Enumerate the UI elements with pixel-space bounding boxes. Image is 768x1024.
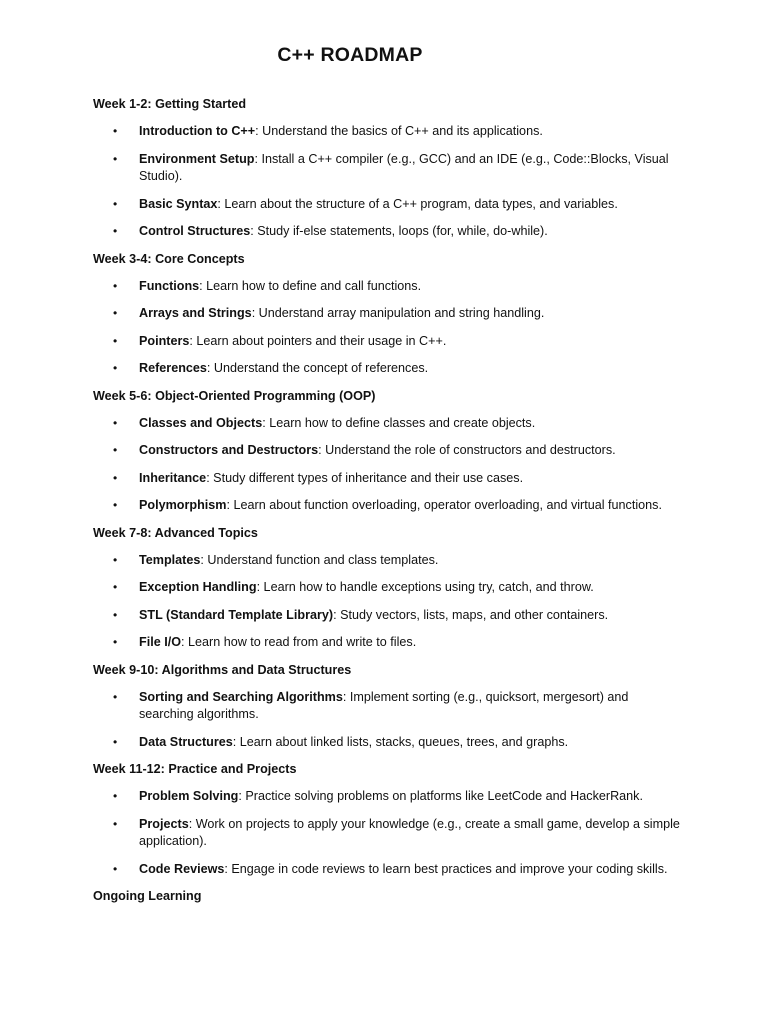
- bullet-icon: •: [113, 443, 118, 457]
- item-term: Functions: [139, 278, 200, 293]
- bullet-icon: •: [113, 124, 118, 138]
- list-item: [93, 415, 683, 433]
- item-term: Sorting and Searching Algorithms: [139, 689, 343, 704]
- item-term: File I/O: [139, 635, 181, 649]
- item-term: Projects: [139, 816, 189, 831]
- list-item: [93, 333, 683, 351]
- bullet-list: [93, 123, 683, 241]
- bullet-list: [93, 552, 683, 652]
- item-text: : Learn how to define classes and create objects.: [262, 415, 536, 430]
- item-term: Introduction to C++: [139, 124, 256, 138]
- bullet-icon: •: [113, 278, 118, 293]
- section-heading: Week 7-8: Advanced Topics: [93, 525, 258, 540]
- section-ongoing-learning: [93, 888, 683, 905]
- list-item: [93, 151, 683, 186]
- item-term: Templates: [139, 552, 201, 567]
- section-week-1-2: [93, 96, 683, 241]
- bullet-icon: •: [113, 415, 118, 430]
- list-item: [93, 689, 683, 724]
- bullet-icon: •: [113, 470, 118, 485]
- section-heading: Week 5-6: Object-Oriented Programming (OOP): [93, 388, 376, 403]
- bullet-icon: •: [113, 361, 118, 375]
- list-item: [93, 223, 683, 241]
- list-item: [93, 579, 683, 597]
- section-heading: Ongoing Learning: [93, 889, 202, 903]
- item-text: : Understand the role of constructors and destructors.: [318, 443, 616, 457]
- item-text: : Practice solving problems on platforms like LeetCode and HackerRank.: [238, 789, 643, 803]
- list-item: [93, 788, 683, 806]
- item-term: Polymorphism: [139, 498, 227, 512]
- item-term: Basic Syntax: [139, 196, 218, 211]
- item-term: Environment Setup: [139, 151, 255, 166]
- bullet-icon: •: [113, 734, 118, 749]
- bullet-icon: •: [113, 580, 118, 594]
- bullet-list: [93, 788, 683, 878]
- list-item: [93, 816, 683, 851]
- item-text: : Learn about pointers and their usage in C++.: [189, 333, 447, 348]
- list-item: [93, 123, 683, 141]
- item-text: : Study different types of inheritance and their use cases.: [206, 470, 524, 485]
- list-item: [93, 360, 683, 378]
- item-term: Arrays and Strings: [139, 306, 252, 320]
- item-text: : Learn how to handle exceptions using try, catch, and throw.: [256, 580, 594, 594]
- item-term: References: [139, 361, 207, 375]
- item-text: : Understand the basics of C++ and its applications.: [255, 124, 543, 138]
- bullet-icon: •: [113, 151, 118, 166]
- bullet-icon: •: [113, 306, 118, 320]
- list-item: [93, 634, 683, 652]
- list-item: [93, 278, 683, 296]
- section-heading: Week 11-12: Practice and Projects: [93, 762, 297, 776]
- item-text: : Study if-else statements, loops (for, while, do-while).: [250, 224, 548, 238]
- item-text: : Install a C++ compiler (e.g., GCC) and an IDE (e.g., Code::Blocks, Visual Studio).: [139, 151, 669, 183]
- bullet-list: [93, 415, 683, 515]
- list-item: [93, 552, 683, 570]
- item-term: Data Structures: [139, 734, 233, 749]
- document-title: C++ ROADMAP: [277, 44, 423, 66]
- bullet-icon: •: [113, 689, 118, 704]
- list-item: [93, 497, 683, 515]
- item-text: : Understand function and class templates.: [200, 552, 439, 567]
- bullet-icon: •: [113, 552, 118, 567]
- list-item: [93, 734, 683, 752]
- document-body: [93, 96, 683, 915]
- item-text: : Engage in code reviews to learn best practices and improve your coding skills.: [224, 861, 668, 876]
- item-text: : Learn about function overloading, operator overloading, and virtual functions.: [226, 498, 662, 512]
- item-text: : Work on projects to apply your knowledge (e.g., create a small game, develop a simple application).: [139, 816, 680, 848]
- list-item: [93, 305, 683, 323]
- item-term: Exception Handling: [139, 580, 257, 594]
- bullet-icon: •: [113, 196, 118, 211]
- section-week-11-12: [93, 761, 683, 878]
- bullet-icon: •: [113, 816, 118, 831]
- item-text: : Learn about linked lists, stacks, queues, trees, and graphs.: [232, 734, 569, 749]
- bullet-icon: •: [113, 635, 118, 649]
- list-item: [93, 196, 683, 214]
- list-item: [93, 607, 683, 625]
- item-term: STL (Standard Template Library): [139, 607, 334, 622]
- item-term: Control Structures: [139, 224, 251, 238]
- item-term: Problem Solving: [139, 789, 239, 803]
- list-item: [93, 442, 683, 460]
- item-term: Classes and Objects: [139, 415, 263, 430]
- section-week-3-4: [93, 251, 683, 378]
- bullet-icon: •: [113, 498, 118, 512]
- item-text: : Learn about the structure of a C++ program, data types, and variables.: [217, 196, 618, 211]
- item-term: Code Reviews: [139, 861, 225, 876]
- item-term: Inheritance: [139, 470, 207, 485]
- item-term: Constructors and Destructors: [139, 443, 319, 457]
- item-text: : Learn how to read from and write to files.: [181, 635, 417, 649]
- section-week-9-10: [93, 662, 683, 752]
- section-week-7-8: [93, 525, 683, 652]
- bullet-icon: •: [113, 333, 118, 348]
- bullet-list: [93, 689, 683, 752]
- bullet-icon: •: [113, 607, 118, 622]
- section-heading: Week 9-10: Algorithms and Data Structures: [93, 662, 352, 677]
- section-week-5-6: [93, 388, 683, 515]
- section-heading: Week 3-4: Core Concepts: [93, 251, 245, 266]
- bullet-icon: •: [113, 789, 118, 803]
- list-item: [93, 861, 683, 879]
- item-text: : Understand the concept of references.: [206, 361, 429, 375]
- item-text: : Study vectors, lists, maps, and other containers.: [333, 607, 609, 622]
- bullet-list: [93, 278, 683, 378]
- section-heading: Week 1-2: Getting Started: [93, 97, 247, 111]
- bullet-icon: •: [113, 861, 118, 876]
- bullet-icon: •: [113, 224, 118, 238]
- item-term: Pointers: [139, 333, 190, 348]
- item-text: : Implement sorting (e.g., quicksort, mergesort) and searching algorithms.: [139, 689, 629, 721]
- list-item: [93, 470, 683, 488]
- item-text: : Learn how to define and call functions.: [199, 278, 422, 293]
- item-text: : Understand array manipulation and string handling.: [251, 306, 545, 320]
